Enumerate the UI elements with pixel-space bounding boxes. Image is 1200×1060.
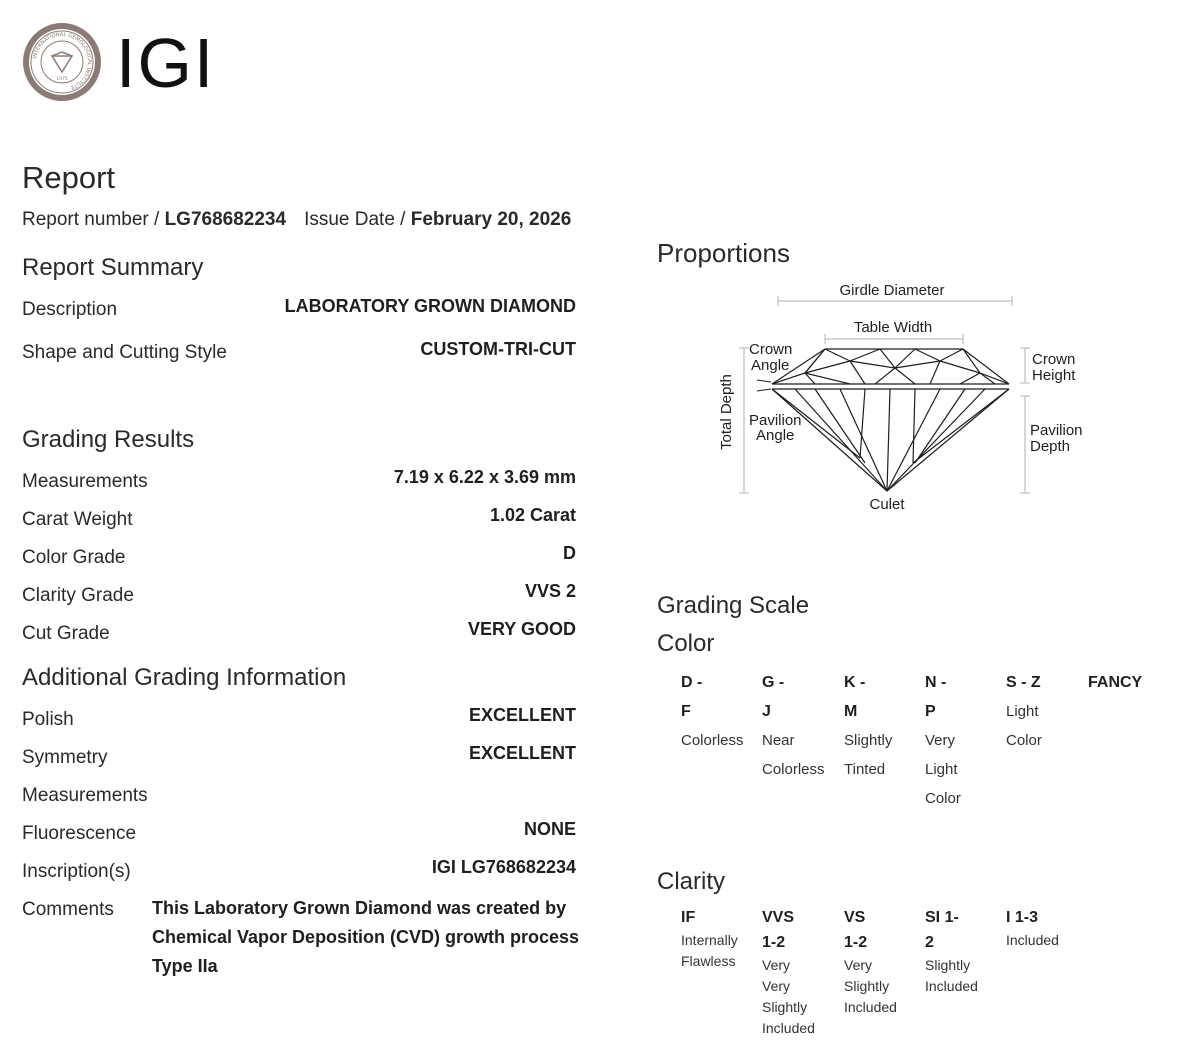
grading-scale-title: Grading Scale [657,592,810,619]
igi-seal-logo [22,22,102,102]
summary-label-description: Description [22,299,118,320]
color-scale-col [925,668,961,813]
report-meta [22,209,571,231]
grading-value-measurements: 7.19 x 6.22 x 3.69 mm [393,467,576,487]
additional-value-inscription: IGI LG768682234 [431,857,576,877]
clarity-scale-col [1006,905,1059,951]
additional-label-measurements: Measurements [22,785,148,806]
grading-value-color: D [563,543,576,563]
clarity-grade: I 1-3 [1006,909,1039,926]
color-scale-col [1006,668,1042,755]
color-grade-range: D - [681,674,703,691]
color-grade-range-end: J [762,703,771,720]
color-grade-range-end: F [681,703,691,720]
report-number-label: Report number / [22,209,165,230]
color-grade-desc: Very [925,732,956,749]
issue-date: February 20, 2026 [410,209,572,230]
additional-label-polish: Polish [22,709,74,730]
clarity-scale-title: Clarity [657,868,726,895]
clarity-grade-range: 1-2 [762,934,786,951]
clarity-grade-desc: Slightly [925,957,971,973]
report-number: LG768682234 [164,209,287,230]
clarity-grade-desc: Included [925,978,978,994]
color-grade-desc: Color [925,790,961,807]
clarity-scale-col [844,905,897,1018]
grading-label-measurements: Measurements [22,471,148,492]
color-grade-desc: Color [1006,732,1042,749]
additional-value-polish: EXCELLENT [468,705,576,725]
grading-label-color: Color Grade [22,547,126,568]
report-title: Report [22,160,116,195]
igi-logo-text: IGI [116,24,216,102]
color-grade-desc: Colorless [681,732,744,749]
color-grade-range-end: M [844,703,858,720]
color-scale-col [681,668,744,755]
additional-label-symmetry: Symmetry [22,747,108,768]
grading-value-cut: VERY GOOD [467,619,576,639]
clarity-grade-desc: Very [762,957,791,973]
clarity-scale-col [925,905,978,997]
grading-label-carat: Carat Weight [22,509,133,530]
label-crown-angle-2: Angle [751,357,790,374]
label-table-width: Table Width [853,319,933,336]
additional-label-inscription: Inscription(s) [22,861,131,882]
clarity-grade-range: 2 [925,934,934,951]
color-grade-desc: Tinted [844,761,886,778]
color-grade-range: FANCY [1088,674,1143,691]
additional-value-comments: This Laboratory Grown Diamond was created by Chemical Vapor Deposition (CVD) growth process Type IIa [152,898,580,976]
color-scale-col [844,668,892,784]
summary-value-description: LABORATORY GROWN DIAMOND [284,296,576,316]
clarity-scale-col [681,905,738,972]
proportions-diagram [715,278,1105,518]
clarity-grade: VVS [762,909,795,926]
additional-value-fluorescence: NONE [523,819,576,839]
clarity-grade-desc: Included [844,999,897,1015]
report-summary-title: Report Summary [22,254,204,281]
label-total-depth: Total Depth [718,374,735,450]
color-scale-col [762,668,825,784]
color-grade-desc: Slightly [844,732,893,749]
summary-value-shape: CUSTOM-TRI-CUT [420,339,576,359]
clarity-grade-desc: Flawless [681,953,736,969]
grading-results-title: Grading Results [22,426,195,453]
color-grade-range: G - [762,674,785,691]
color-grade-desc: Colorless [762,761,825,778]
clarity-grade-range: 1-2 [844,934,868,951]
seal-text: INTERNATIONAL GEMOLOGICAL INSTITUTE [32,31,93,91]
color-scale-title: Color [657,630,715,657]
clarity-grade-desc: Very [762,978,791,994]
seal-year: 1975 [56,77,68,82]
additional-info-title: Additional Grading Information [22,664,347,691]
issue-date-label: Issue Date / [304,209,411,230]
label-crown-height-2: Height [1032,367,1076,384]
clarity-grade: SI 1- [925,909,959,926]
color-grade-range: K - [844,674,866,691]
color-scale-col [1088,668,1142,697]
clarity-grade-desc: Very [844,957,873,973]
color-grade-range: N - [925,674,947,691]
additional-label-comments: Comments [22,899,114,920]
clarity-scale-col [762,905,815,1039]
proportions-title: Proportions [657,238,790,268]
clarity-grade: VS [844,909,866,926]
clarity-grade-desc: Internally [681,932,738,948]
clarity-grade-desc: Slightly [844,978,890,994]
additional-label-fluorescence: Fluorescence [22,823,137,844]
clarity-grade-desc: Slightly [762,999,808,1015]
label-culet: Culet [869,496,905,513]
color-grade-desc: Light [1006,703,1039,720]
label-pavilion-angle-2: Angle [756,427,795,444]
grading-value-clarity: VVS 2 [524,581,576,601]
grading-value-carat: 1.02 Carat [489,505,576,525]
summary-label-shape: Shape and Cutting Style [22,342,227,363]
label-girdle-diameter: Girdle Diameter [839,282,945,299]
color-grade-desc: Light [925,761,958,778]
label-pavilion-angle-1: Pavilion [749,412,802,429]
color-grade-range: S - Z [1006,674,1041,691]
grading-label-cut: Cut Grade [22,623,110,644]
label-pavilion-depth-1: Pavilion [1030,422,1083,439]
clarity-grade-desc: Included [1006,932,1059,948]
clarity-grade-desc: Included [762,1020,815,1036]
color-grade-desc: Near [762,732,795,749]
label-crown-height-1: Crown [1032,351,1076,368]
color-grade-range-end: P [925,703,936,720]
clarity-grade: IF [681,909,696,926]
label-crown-angle-1: Crown [749,341,793,358]
label-pavilion-depth-2: Depth [1030,438,1071,455]
additional-value-symmetry: EXCELLENT [468,743,576,763]
grading-label-clarity: Clarity Grade [22,585,134,606]
